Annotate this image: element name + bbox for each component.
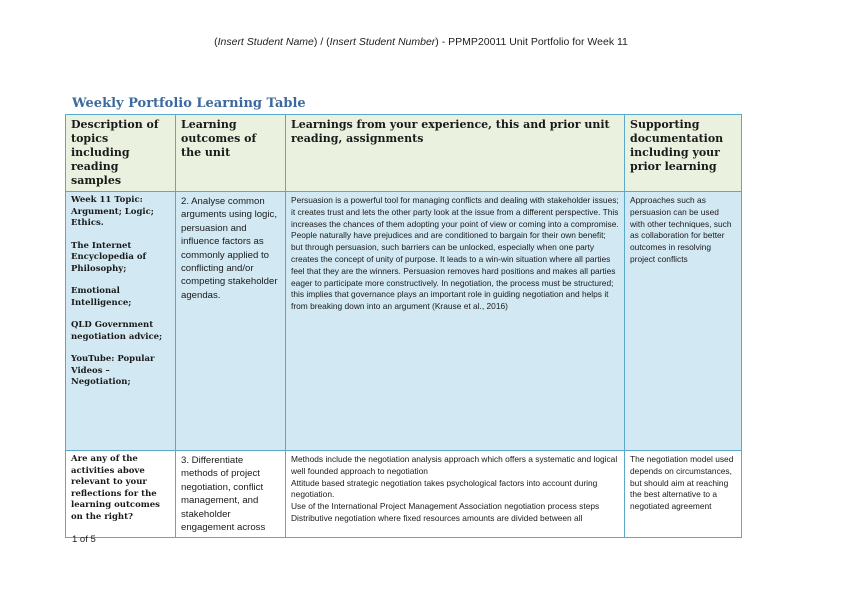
support-cell: The negotiation model used depends on circumstances, but should aim at reaching the best alternative to a negotiated agreement	[625, 451, 742, 538]
outcome-cell: 3. Differentiate methods of project negotiation, conflict management, and stakeholder engagement across	[176, 451, 286, 538]
support-cell: Approaches such as persuasion can be used with other techniques, such as collaboration for better outcomes in resolving project conflicts	[625, 192, 742, 451]
header-support: Supporting documentation including your prior learning	[625, 115, 742, 192]
topic-item: The Internet Encyclopedia of Philosophy;	[71, 240, 147, 274]
topics-cell	[66, 192, 176, 451]
learning-line: Methods include the negotiation analysis approach which offers a systematic and logical well founded approach to negotiation	[291, 454, 618, 476]
learning-line: Use of the International Project Management Association negotiation process steps	[291, 501, 600, 512]
header-topics: Description of topics including reading samples	[66, 115, 176, 192]
topic-item: YouTube: Popular Videos – Negotiation;	[71, 354, 155, 387]
student-name-placeholder: Insert Student Name	[217, 36, 314, 48]
page-header: (Insert Student Name) / (Insert Student Number) - PPMP20011 Unit Portfolio for Week 11	[214, 36, 628, 48]
table-row	[66, 192, 742, 451]
header-unit-text: - PPMP20011 Unit Portfolio for Week 11	[441, 36, 628, 48]
learning-line: Distributive negotiation where fixed resources amounts are divided between all	[291, 512, 583, 523]
outcome-cell: 2. Analyse common arguments using logic, persuasion and influence factors as commonly applied to conflicting and/or competing stakeholder agendas.	[176, 192, 286, 451]
learning-line: Attitude based strategic negotiation takes psychological factors into account during negotiation.	[291, 477, 598, 500]
learning-cell	[286, 451, 625, 538]
student-number-placeholder: Insert Student Number	[329, 36, 436, 48]
topic-item: Week 11 Topic: Argument; Logic; Ethics.	[71, 195, 154, 228]
table-row	[66, 451, 742, 538]
portfolio-table	[65, 114, 742, 538]
topic-item: Emotional Intelligence;	[71, 286, 132, 308]
header-learnings: Learnings from your experience, this and prior unit reading, assignments	[286, 115, 625, 192]
learning-cell: Persuasion is a powerful tool for managing conflicts and dealing with stakeholder issues; it creates trust and lets the other party look at the issue from a different perspective. This increases the chances of them adopting your point of view or coming into a compromise. People naturally have prejudices and are conditioned to bargain for their own benefit; but through persuasion, such barriers can be unlocked, especially when one party creates the concept of unity of purpose. It leads to a win-win situation where all parties feel that they are the winners. Persuasion removes hard positions and makes all parties eager to participate more constructively. In negotiation, the process must be structured; this implies that governance plays an important role in guiding negotiation and helps it from breaking down into an argument (Krause et al., 2016)	[286, 192, 625, 451]
page-number: 1 of 5	[72, 534, 96, 545]
question-cell: Are any of the activities above relevant to your reflections for the learning outcomes on the right?	[66, 451, 176, 538]
page-title: Weekly Portfolio Learning Table	[72, 96, 306, 111]
header-outcomes: Learning outcomes of the unit	[176, 115, 286, 192]
table-header-row	[66, 115, 742, 192]
topic-item: QLD Government negotiation advice;	[71, 320, 163, 342]
